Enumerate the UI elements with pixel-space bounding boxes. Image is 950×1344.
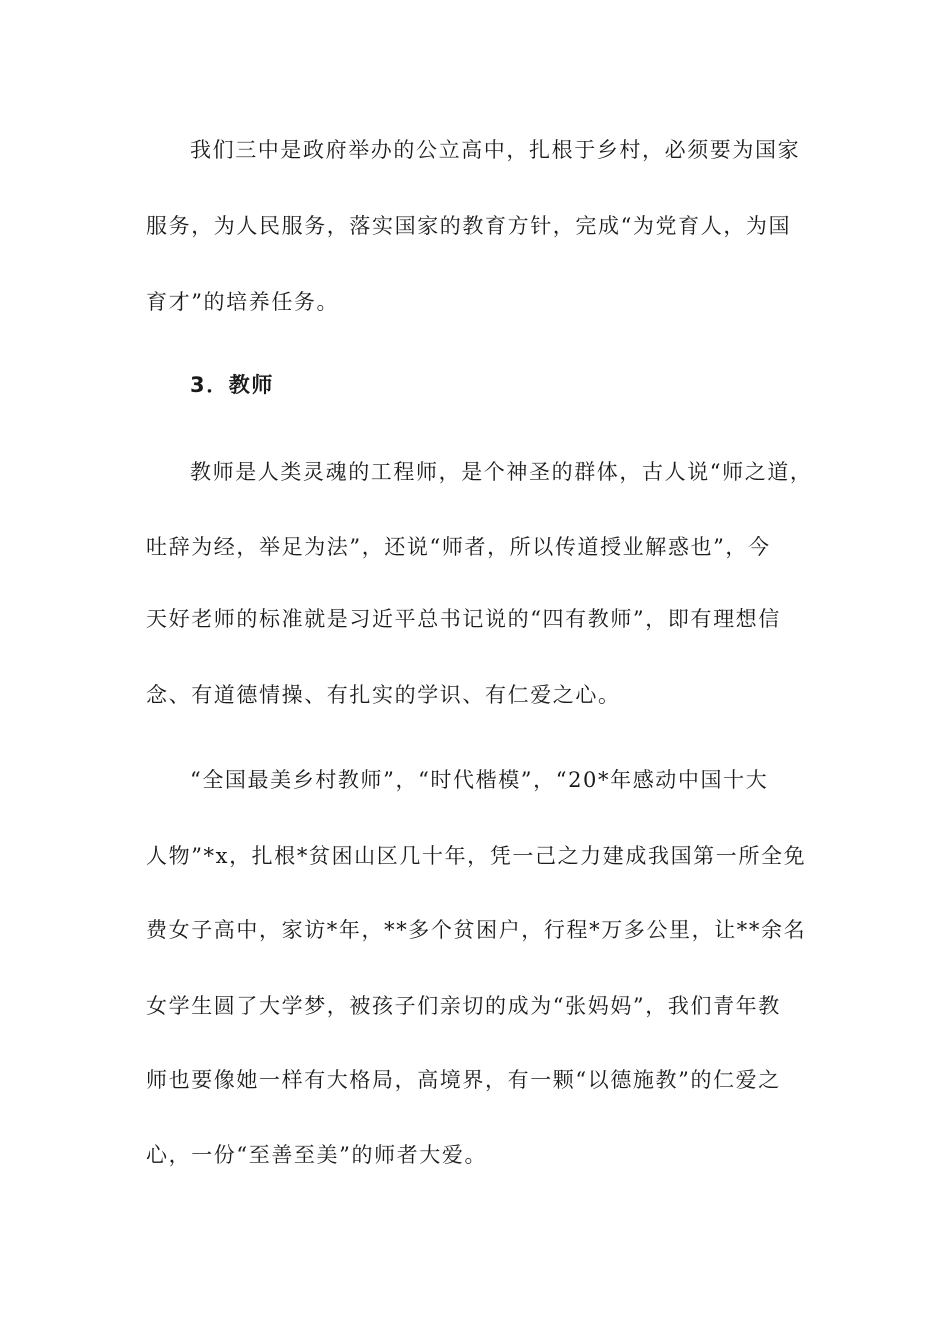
paragraph-line: 服务，为人民服务，落实国家的教育方针，完成“为党育人，为国 bbox=[146, 214, 792, 238]
paragraph-line: 人物”*x，扎根*贫困山区几十年，凭一己之力建成我国第一所全免 bbox=[146, 844, 807, 868]
paragraph-line: 念、有道德情操、有扎实的学识、有仁爱之心。 bbox=[146, 683, 621, 707]
paragraph-line: 天好老师的标准就是习近平总书记说的“四有教师”，即有理想信 bbox=[146, 607, 781, 631]
paragraph-line: 师也要像她一样有大格局，高境界，有一颗“以德施教”的仁爱之 bbox=[146, 1068, 781, 1092]
paragraph-line: 教师是人类灵魂的工程师，是个神圣的群体，古人说“师之道， bbox=[190, 460, 813, 484]
paragraph-line: 我们三中是政府举办的公立高中，扎根于乡村，必须要为国家 bbox=[190, 138, 801, 162]
section-heading: 3．教师 bbox=[190, 373, 275, 397]
paragraph-line: 心，一份“至善至美”的师者大爱。 bbox=[146, 1143, 488, 1167]
paragraph-line: 费女子高中，家访*年，**多个贫困户，行程*万多公里，让**余名 bbox=[146, 918, 807, 942]
paragraph-line: 女学生圆了大学梦，被孩子们亲切的成为“张妈妈”，我们青年教 bbox=[146, 994, 781, 1018]
paragraph-line: 吐辞为经，举足为法”，还说“师者，所以传道授业解惑也”，今 bbox=[146, 535, 771, 559]
paragraph-line: “全国最美乡村教师”，“时代楷模”，“20*年感动中国十大 bbox=[190, 768, 769, 792]
paragraph-line: 育才”的培养任务。 bbox=[146, 290, 340, 314]
